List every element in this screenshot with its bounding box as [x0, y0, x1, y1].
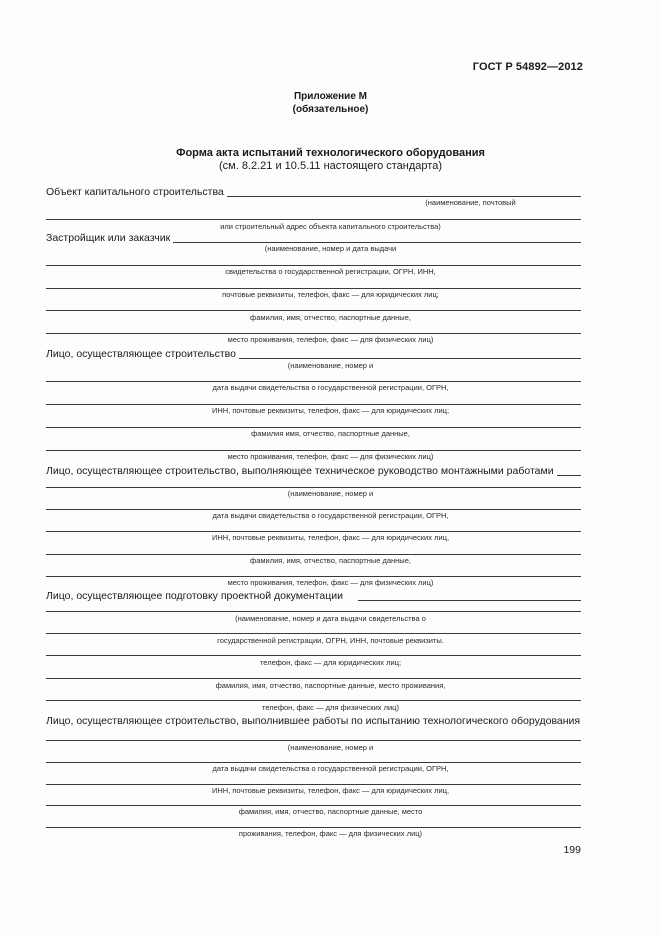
- form-title: Форма акта испытаний технологического оборудования: [176, 147, 485, 159]
- tester-caption-2: дата выдачи свидетельства о государственной регистрации, ОГРН,: [212, 764, 449, 773]
- designer-caption-1: (наименование, номер и дата выдачи свидетельства о: [235, 614, 426, 623]
- supervisor-caption-1: (наименование, номер и: [287, 489, 374, 498]
- designer-fill-line-5[interactable]: [46, 678, 581, 679]
- document-standard-code: ГОСТ Р 54892—2012: [472, 61, 583, 73]
- object-caption-1: (наименование, почтовый: [425, 198, 516, 207]
- appendix-heading: [0, 90, 661, 116]
- designer-fill-line-2[interactable]: [46, 611, 581, 612]
- designer-caption-4: фамилия, имя, отчество, паспортные данные, место проживания,: [215, 681, 446, 690]
- designer-label: Лицо, осуществляющее подготовку проектной документации: [46, 590, 346, 602]
- builder-label: Лицо, осуществляющее строительство: [46, 348, 239, 360]
- developer-caption-1: (наименование, номер и дата выдачи: [264, 244, 397, 253]
- form-reference: (см. 8.2.21 и 10.5.11 настоящего стандарта): [218, 160, 442, 172]
- object-fill-line-2[interactable]: [46, 219, 581, 220]
- tester-label: Лицо, осуществляющее строительство, выполнившее работы по испытанию технологического оборудования: [46, 715, 583, 727]
- developer-fill-line[interactable]: [170, 242, 581, 243]
- builder-caption-5: место проживания, телефон, факс — для физических лиц): [227, 452, 434, 461]
- supervisor-caption-2: дата выдачи свидетельства о государственной регистрации, ОГРН,: [212, 511, 449, 520]
- object-label: Объект капитального строительства: [46, 186, 227, 198]
- supervisor-fill-line-2[interactable]: [46, 487, 581, 488]
- supervisor-fill-line-5[interactable]: [46, 554, 581, 555]
- developer-label: Застройщик или заказчик: [46, 232, 173, 244]
- builder-fill-line[interactable]: [232, 358, 581, 359]
- developer-fill-line-5[interactable]: [46, 333, 581, 334]
- supervisor-fill-line-4[interactable]: [46, 531, 581, 532]
- designer-caption-3: телефон, факс — для юридических лиц;: [259, 658, 402, 667]
- builder-caption-3: ИНН, почтовые реквизиты, телефон, факс — для юридических лиц;: [211, 406, 450, 415]
- supervisor-label: Лицо, осуществляющее строительство, выполняющее техническое руководство монтажными работами: [46, 465, 557, 477]
- tester-caption-4: фамилия, имя, отчество, паспортные данные, место: [238, 807, 423, 816]
- developer-fill-line-3[interactable]: [46, 288, 581, 289]
- supervisor-caption-5: место проживания, телефон, факс — для физических лиц): [227, 578, 434, 587]
- supervisor-caption-4: фамилия, имя, отчество, паспортные данные,: [250, 556, 411, 565]
- tester-caption-1: (наименование, номер и: [287, 743, 374, 752]
- designer-caption-5: телефон, факс — для физических лиц): [262, 703, 399, 712]
- designer-fill-line[interactable]: [358, 600, 581, 601]
- page-number: 199: [563, 844, 581, 856]
- appendix-status: (обязательное): [292, 104, 369, 115]
- tester-fill-line-3[interactable]: [46, 762, 581, 763]
- tester-fill-line-6[interactable]: [46, 827, 581, 828]
- supervisor-caption-3: ИНН, почтовые реквизиты, телефон, факс — для юридических лиц,: [211, 533, 450, 542]
- tester-fill-line-2[interactable]: [46, 740, 581, 741]
- appendix-title: Приложение М: [293, 91, 368, 102]
- object-caption-2: или строительный адрес объекта капитального строительства): [220, 222, 441, 231]
- builder-fill-line-4[interactable]: [46, 427, 581, 428]
- developer-fill-line-2[interactable]: [46, 265, 581, 266]
- tester-caption-3: ИНН, почтовые реквизиты, телефон, факс — для юридических лиц,: [211, 786, 450, 795]
- form-heading: [0, 147, 661, 173]
- developer-caption-4: фамилия, имя, отчество, паспортные данные,: [250, 313, 411, 322]
- tester-fill-line-5[interactable]: [46, 805, 581, 806]
- developer-caption-5: место проживания, телефон, факс — для физических лиц): [227, 335, 434, 344]
- tester-caption-5: проживания, телефон, факс — для физических лиц): [238, 829, 423, 838]
- supervisor-fill-line-3[interactable]: [46, 509, 581, 510]
- builder-caption-4: фамилия имя, отчество, паспортные данные,: [251, 429, 410, 438]
- object-fill-line[interactable]: [218, 196, 581, 197]
- builder-caption-1: (наименование, номер и: [287, 361, 374, 370]
- designer-fill-line-3[interactable]: [46, 633, 581, 634]
- builder-fill-line-5[interactable]: [46, 450, 581, 451]
- builder-caption-2: дата выдачи свидетельства о государственной регистрации, ОГРН,: [212, 383, 449, 392]
- developer-caption-3: почтовые реквизиты, телефон, факс — для юридических лиц;: [222, 290, 439, 299]
- designer-fill-line-4[interactable]: [46, 655, 581, 656]
- builder-fill-line-2[interactable]: [46, 381, 581, 382]
- developer-fill-line-4[interactable]: [46, 310, 581, 311]
- tester-fill-line-4[interactable]: [46, 784, 581, 785]
- designer-fill-line-6[interactable]: [46, 700, 581, 701]
- supervisor-fill-line-6[interactable]: [46, 576, 581, 577]
- developer-caption-2: свидетельства о государственной регистрации, ОГРН, ИНН,: [225, 267, 436, 276]
- builder-fill-line-3[interactable]: [46, 404, 581, 405]
- designer-caption-2: государственной регистрации, ОГРН, ИНН, почтовые реквизиты.: [217, 636, 444, 645]
